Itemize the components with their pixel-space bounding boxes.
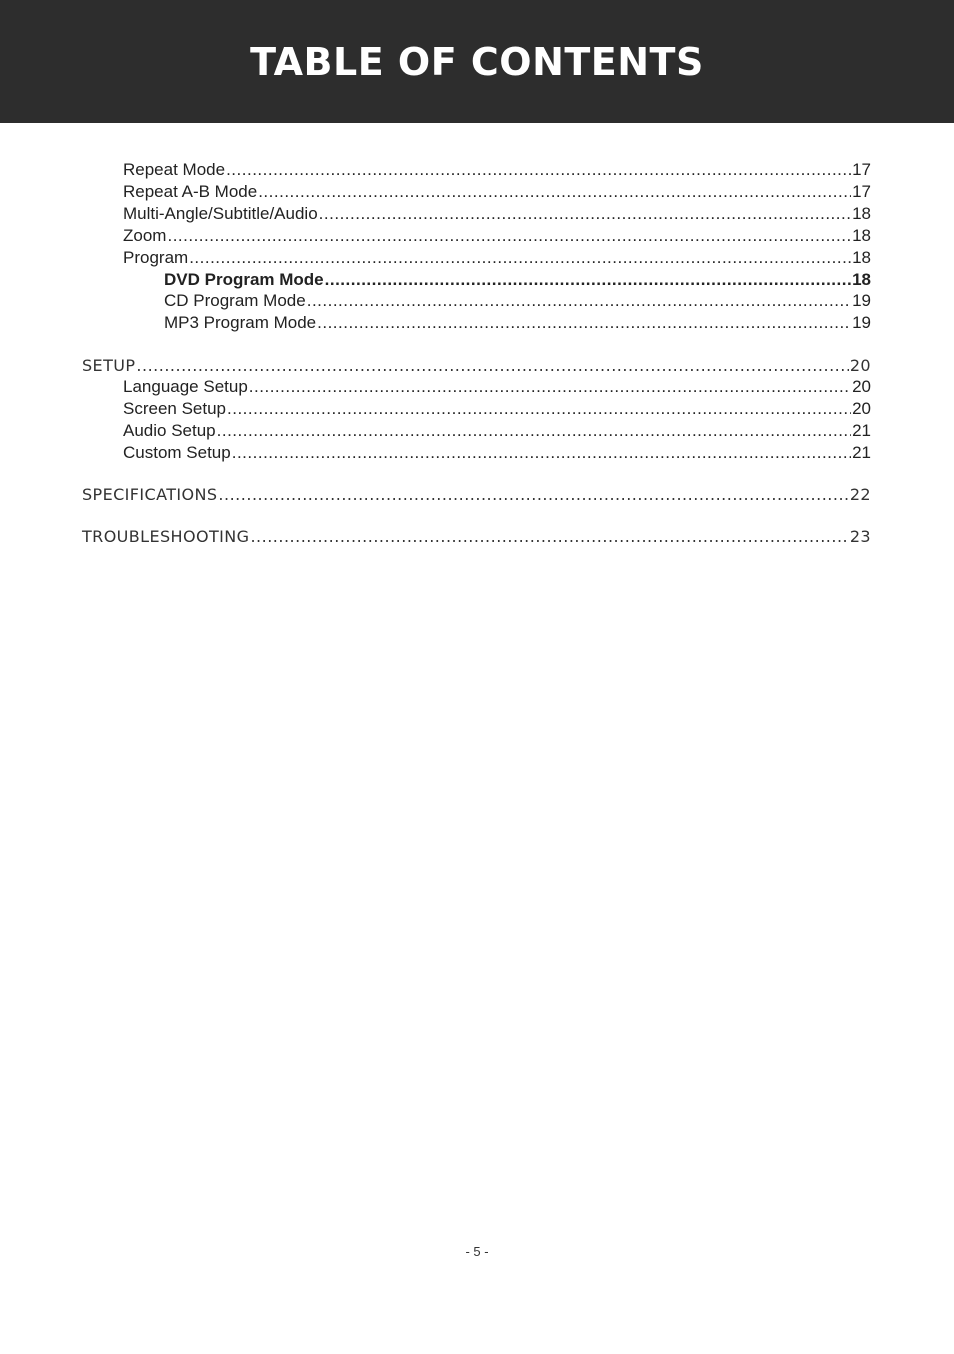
toc-entry-page: 18 [852, 248, 871, 267]
toc-entry-label: Repeat A-B Mode [123, 182, 258, 201]
toc-entry-page: 17 [852, 182, 871, 201]
toc-entry-page: 19 [852, 313, 871, 332]
toc-entry-page: 22 [849, 485, 871, 504]
toc-entry-page: 18 [852, 270, 871, 289]
dot-leader [325, 269, 851, 291]
toc-entry-page: 20 [849, 356, 871, 375]
toc-entry-repeat-mode[interactable] [123, 159, 871, 181]
toc-section-troubleshooting[interactable] [82, 526, 871, 548]
toc-entry-label: Multi-Angle/Subtitle/Audio [123, 204, 318, 223]
toc-entry-label: MP3 Program Mode [164, 313, 317, 332]
page-title: TABLE OF CONTENTS [250, 40, 704, 84]
toc-entry-mp3-program-mode[interactable] [164, 312, 871, 334]
toc-entry-label: Zoom [123, 226, 167, 245]
toc-entry-repeat-ab-mode[interactable] [123, 181, 871, 203]
toc-entry-page: 21 [852, 421, 871, 440]
toc-entry-label: Audio Setup [123, 421, 216, 440]
toc-entry-label: Language Setup [123, 377, 248, 396]
dot-leader [217, 420, 851, 442]
toc-entry-custom-setup[interactable] [123, 442, 871, 464]
toc-entry-program[interactable] [123, 247, 871, 269]
toc-entry-label: SPECIFICATIONS [82, 485, 218, 504]
dot-leader [307, 290, 851, 312]
dot-leader [136, 355, 848, 377]
toc-entry-label: Screen Setup [123, 399, 227, 418]
dot-leader [317, 312, 851, 334]
toc-entry-label: Program [123, 248, 189, 267]
toc-entry-page: 21 [852, 443, 871, 462]
toc-entry-page: 17 [852, 160, 871, 179]
toc-entry-page: 18 [852, 204, 871, 223]
toc-entry-page: 23 [849, 527, 871, 546]
toc-entry-page: 19 [852, 291, 871, 310]
toc-entry-label: Repeat Mode [123, 160, 226, 179]
toc-entry-multi-angle[interactable] [123, 203, 871, 225]
toc-entry-screen-setup[interactable] [123, 398, 871, 420]
toc-section-specifications[interactable] [82, 484, 871, 506]
toc-entry-zoom[interactable] [123, 225, 871, 247]
dot-leader [167, 225, 851, 247]
toc-entry-label: SETUP [82, 356, 136, 375]
page-number: - 5 - [465, 1244, 489, 1259]
toc-entry-page: 20 [852, 377, 871, 396]
page-header [0, 0, 954, 123]
toc-section-setup[interactable] [82, 355, 871, 377]
dot-leader [258, 181, 851, 203]
toc-entry-language-setup[interactable] [123, 376, 871, 398]
toc-entry-label: CD Program Mode [164, 291, 306, 310]
dot-leader [232, 442, 851, 464]
dot-leader [319, 203, 851, 225]
dot-leader [189, 247, 851, 269]
toc-entry-cd-program-mode[interactable] [164, 290, 871, 312]
toc-entry-page: 18 [852, 226, 871, 245]
toc-entry-dvd-program-mode[interactable] [164, 269, 871, 291]
dot-leader [249, 376, 851, 398]
toc-entry-audio-setup[interactable] [123, 420, 871, 442]
dot-leader [227, 398, 851, 420]
dot-leader [218, 484, 848, 506]
toc-entry-label: TROUBLESHOOTING [82, 527, 250, 546]
toc-entry-label: DVD Program Mode [164, 270, 324, 289]
toc-entry-page: 20 [852, 399, 871, 418]
dot-leader [250, 526, 848, 548]
dot-leader [226, 159, 851, 181]
toc-entry-label: Custom Setup [123, 443, 231, 462]
